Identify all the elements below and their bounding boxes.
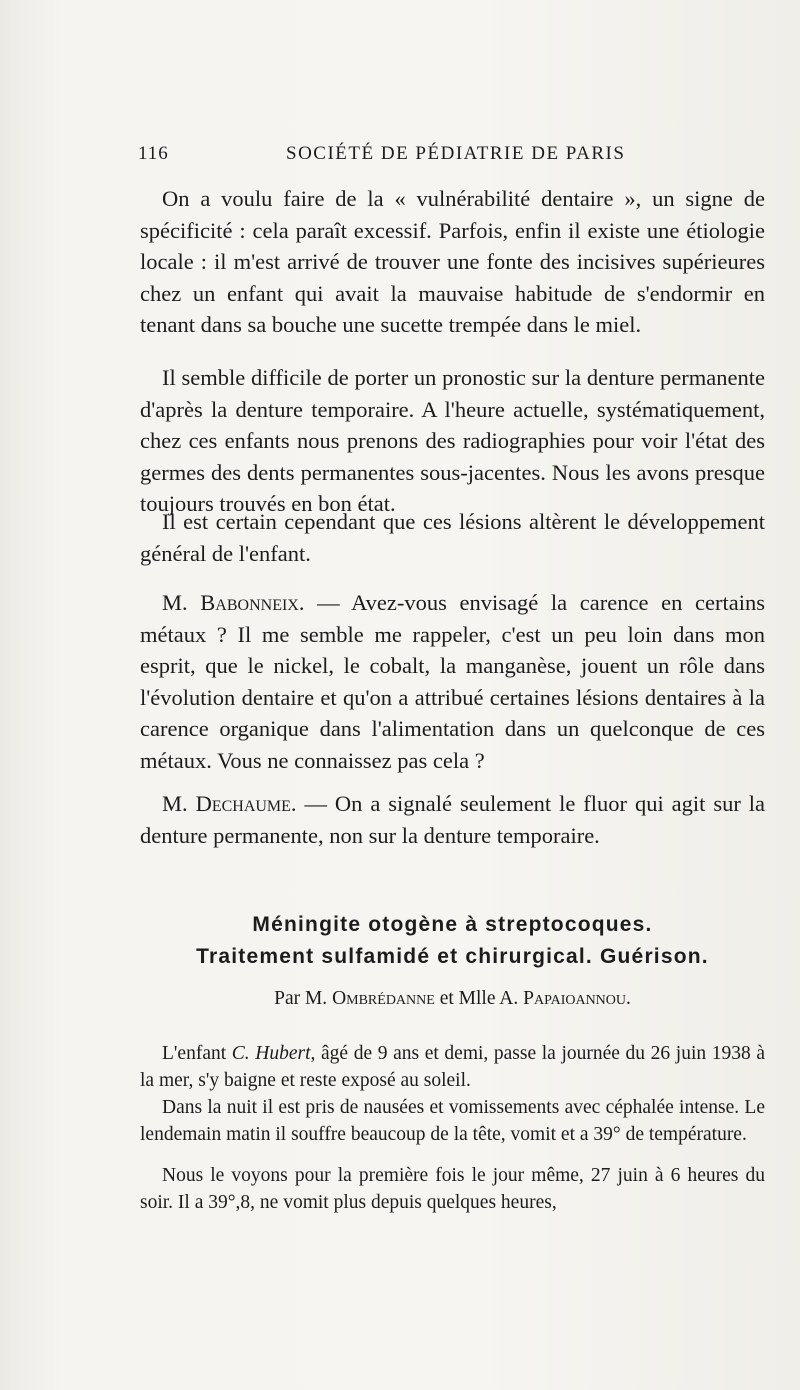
case-text-rest: , âgé de 9 ans et demi, passe la journée du 26 juin 1938 à la mer, s'y baigne et reste exposé au soleil.	[140, 1043, 766, 1091]
author-papaioannou: Papaioannou	[523, 988, 627, 1009]
byline-suffix: .	[626, 988, 631, 1009]
author-ombredanne: Ombrédanne	[332, 988, 435, 1009]
article-byline	[140, 988, 765, 1010]
article-title-line-2: Traitement sulfamidé et chirurgical. Guérison.	[196, 945, 709, 968]
discussion-paragraph-2: Il semble difficile de porter un pronostic sur la denture permanente d'après la denture temporaire. A l'heure actuelle, systématiquement, chez ces enfants nous prenons des radiographies pour voir l'état des germes des dents permanentes sous-jacentes. Nous les avons presque toujours trouvés en bon état.	[140, 365, 765, 516]
discussion-paragraph-1: On a voulu faire de la « vulnérabilité dentaire », un signe de spécificité : cela paraît excessif. Parfois, enfin il existe une étiologie locale : il m'est arrivé de trouver une fonte des incisives supérieures chez un enfant qui avait la mauvaise habitude de s'endormir en tenant dans sa bouche une sucette trempée dans le miel.	[140, 186, 765, 337]
journal-title: SOCIÉTÉ DE PÉDIATRIE DE PARIS	[286, 143, 626, 164]
case-text-start: L'enfant	[162, 1043, 232, 1064]
dechaume-remark	[140, 788, 765, 851]
page-number: 116	[138, 143, 169, 164]
case-paragraph-2: Dans la nuit il est pris de nausées et vomissements avec céphalée intense. Le lendemain matin il souffre beaucoup de la tête, vomit et a 39° de température.	[140, 1097, 765, 1145]
dechaume-text: — On a signalé seulement le fluor qui agit sur la denture permanente, non sur la denture temporaire.	[140, 791, 765, 848]
discussion-paragraph-3: Il est certain cependant que ces lésions altèrent le développement général de l'enfant.	[140, 509, 765, 566]
babonneix-text: — Avez-vous envisagé la carence en certains métaux ? Il me semble me rappeler, c'est un peu loin dans mon esprit, que le nickel, le cobalt, la manganèse, jouent un rôle dans l'évolution dentaire et qu'on a attribué certaines lésions dentaires à la carence organique dans l'alimentation dans un quelconque de ces métaux. Vous ne connaissez pas cela ?	[140, 590, 766, 773]
case-paragraph-1	[140, 1041, 765, 1094]
case-paragraph-3: Nous le voyons pour la première fois le jour même, 27 juin à 6 heures du soir. Il a 39°,8, ne vomit plus depuis quelques heures,	[140, 1165, 765, 1213]
speaker-dechaume: M. Dechaume.	[162, 791, 297, 816]
byline-prefix: Par M.	[274, 988, 333, 1009]
speaker-babonneix: M. Babonneix.	[162, 590, 305, 615]
article-title-line-1: Méningite otogène à streptocoques.	[252, 913, 653, 936]
patient-name: C. Hubert	[231, 1043, 311, 1064]
babonneix-remark	[140, 587, 765, 776]
byline-mid: et Mlle A.	[434, 988, 524, 1009]
running-head	[138, 143, 768, 167]
